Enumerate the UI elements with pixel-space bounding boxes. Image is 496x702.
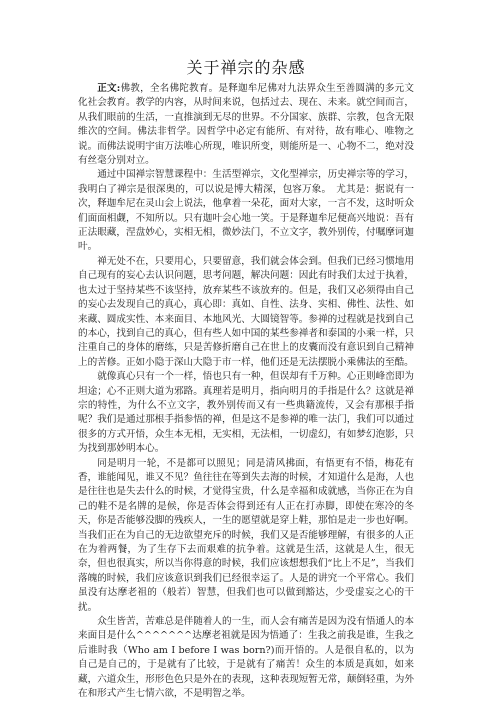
paragraph-1-text: 佛教，全名佛陀教育。是释迦牟尼佛对九法界众生至善圆满的多元文化社会教育。教学的内容，从时间来说，包括过去、现在、未来。就空间而言，从我们眼前的生活，一直推演到无尽的世界。不分国家、族群、宗教，包含无限维次的空间。佛法非哲学。因哲学中必定有能所、有对待，故有唯心、唯物之说。而佛法说明宇宙万法唯心所现，唯识所变，则能所是一、心物不二，绝对没有丝毫分别对立。 <box>78 83 414 167</box>
paragraph-2: 通过中国禅宗智慧课程中：生活型禅宗，文化型禅宗，历史禅宗等的学习，我明白了禅宗是很深奥的，可以说是博大精深，包容万象。 尤其是：据说有一次，释迦牟尼在灵山会上说法，他拿着一朵花，面对大家，一言不发，这时听众们面面相觑，不知所以。只有迦叶会心地一笑。于是释迦牟尼便高兴地说：吾有正法眼藏，涅盘妙心，实相无相，微妙法门，不立文字，教外别传，付嘱摩诃迦叶。 <box>78 169 414 253</box>
document-title: 关于禅宗的杂感 <box>186 58 306 77</box>
paragraph-5: 同是明月一轮，不是都可以照见；同是清风拂面，有悟更有不悟，梅花有香，谁能闻见，谁又不见？鱼往往在等到失去海的时候，才知道什么是海，人也是往往也是失去什么的时候，才觉得宝贵，什么是幸福和成就感，当你正在为自己的鞋不是名牌的是候，你是否体会得到还有人正在打赤脚，即使在寒冷的冬天，你是否能够没脚的残疾人，一生的愿望就是穿上鞋，那怕是走一步也好啊。当我们正在为自己的无边欲望充斥的时候，我们又是否能够理解，有很多的人正在为着两餐，为了生存下去而艰难的抗争着。这就是生活，这就是人生，很无奈，但也很真实，所以当你得意的时候，我们应该想想我们“比上不足”，当我们落魄的时候，我们应该意识到我们已经很幸运了。人是的讲究一个平常心。我们虽没有达摩老祖的（般若）智慧，但我们也可以做到豁达，少受虚妄之心的干扰。 <box>78 457 414 613</box>
paragraph-3: 禅无处不在，只要用心，只要留意，我们就会体会到。但我们已经习惯地用自己现有的妄心去认识问题，思考问题，解决问题：因此有时我们太过于执着，也太过于坚持某些不该坚持，放弃某些不该放弃的。但是，我们又必须得由自己的妄心去发现自己的真心，真心即：真如、自性、法身、实相、佛性、法性、如来藏、圆成实性、本来面目、本地风光、大圆镜智等。参禅的过程就是找到自己的本心，找到自己的真心，但有些人如中国的某些参禅者和泰国的小乘一样，只注重自己的身体的磨练，只是苦修折磨自己在世上的皮囊而没有意识到自己精神上的苦修。正如小隐于深山大隐于市一样，他们还是无法摆脱小乘佛法的至酷。 <box>78 255 414 368</box>
paragraph-6: 众生皆苦，苦难总是伴随着人的一生，而人会有痛苦是因为没有悟通人的本来面目是什么^^^^^^^达摩老祖就是因为悟通了：生我之前我是谁，生我之后谁时我（Who am I before I was born?)而开悟的。人是很自私的，以为自己是自己的，于是就有了比较，于是就有了痛苦！众生的本质是真如，如来藏，六道众生，形形色色只是外在的表现，这种表现短暂无常，颠倒轻重，为外在和形式产生七情六欲，不是明智之举。 <box>78 616 414 700</box>
lead-label: 正文: <box>97 83 121 94</box>
paragraph-1 <box>78 82 414 168</box>
paragraph-4: 就像真心只有一个一样，悟也只有一种，但误却有千万种。心正则峰峦即为坦途；心不正则大道为邪路。真理若是明月，指向明月的手指是什么？这就是禅宗的特性，为什么不立文字，教外别传而又有一些典籍流传，又会有那根手指呢？我们是通过那根手指参悟的禅，但是这不是参禅的唯一法门，我们可以通过很多的方式开悟，众生本无相，无实相，无法相，一切虚幻，有如梦幻泡影，只为找到那妙明本心。 <box>78 371 414 455</box>
